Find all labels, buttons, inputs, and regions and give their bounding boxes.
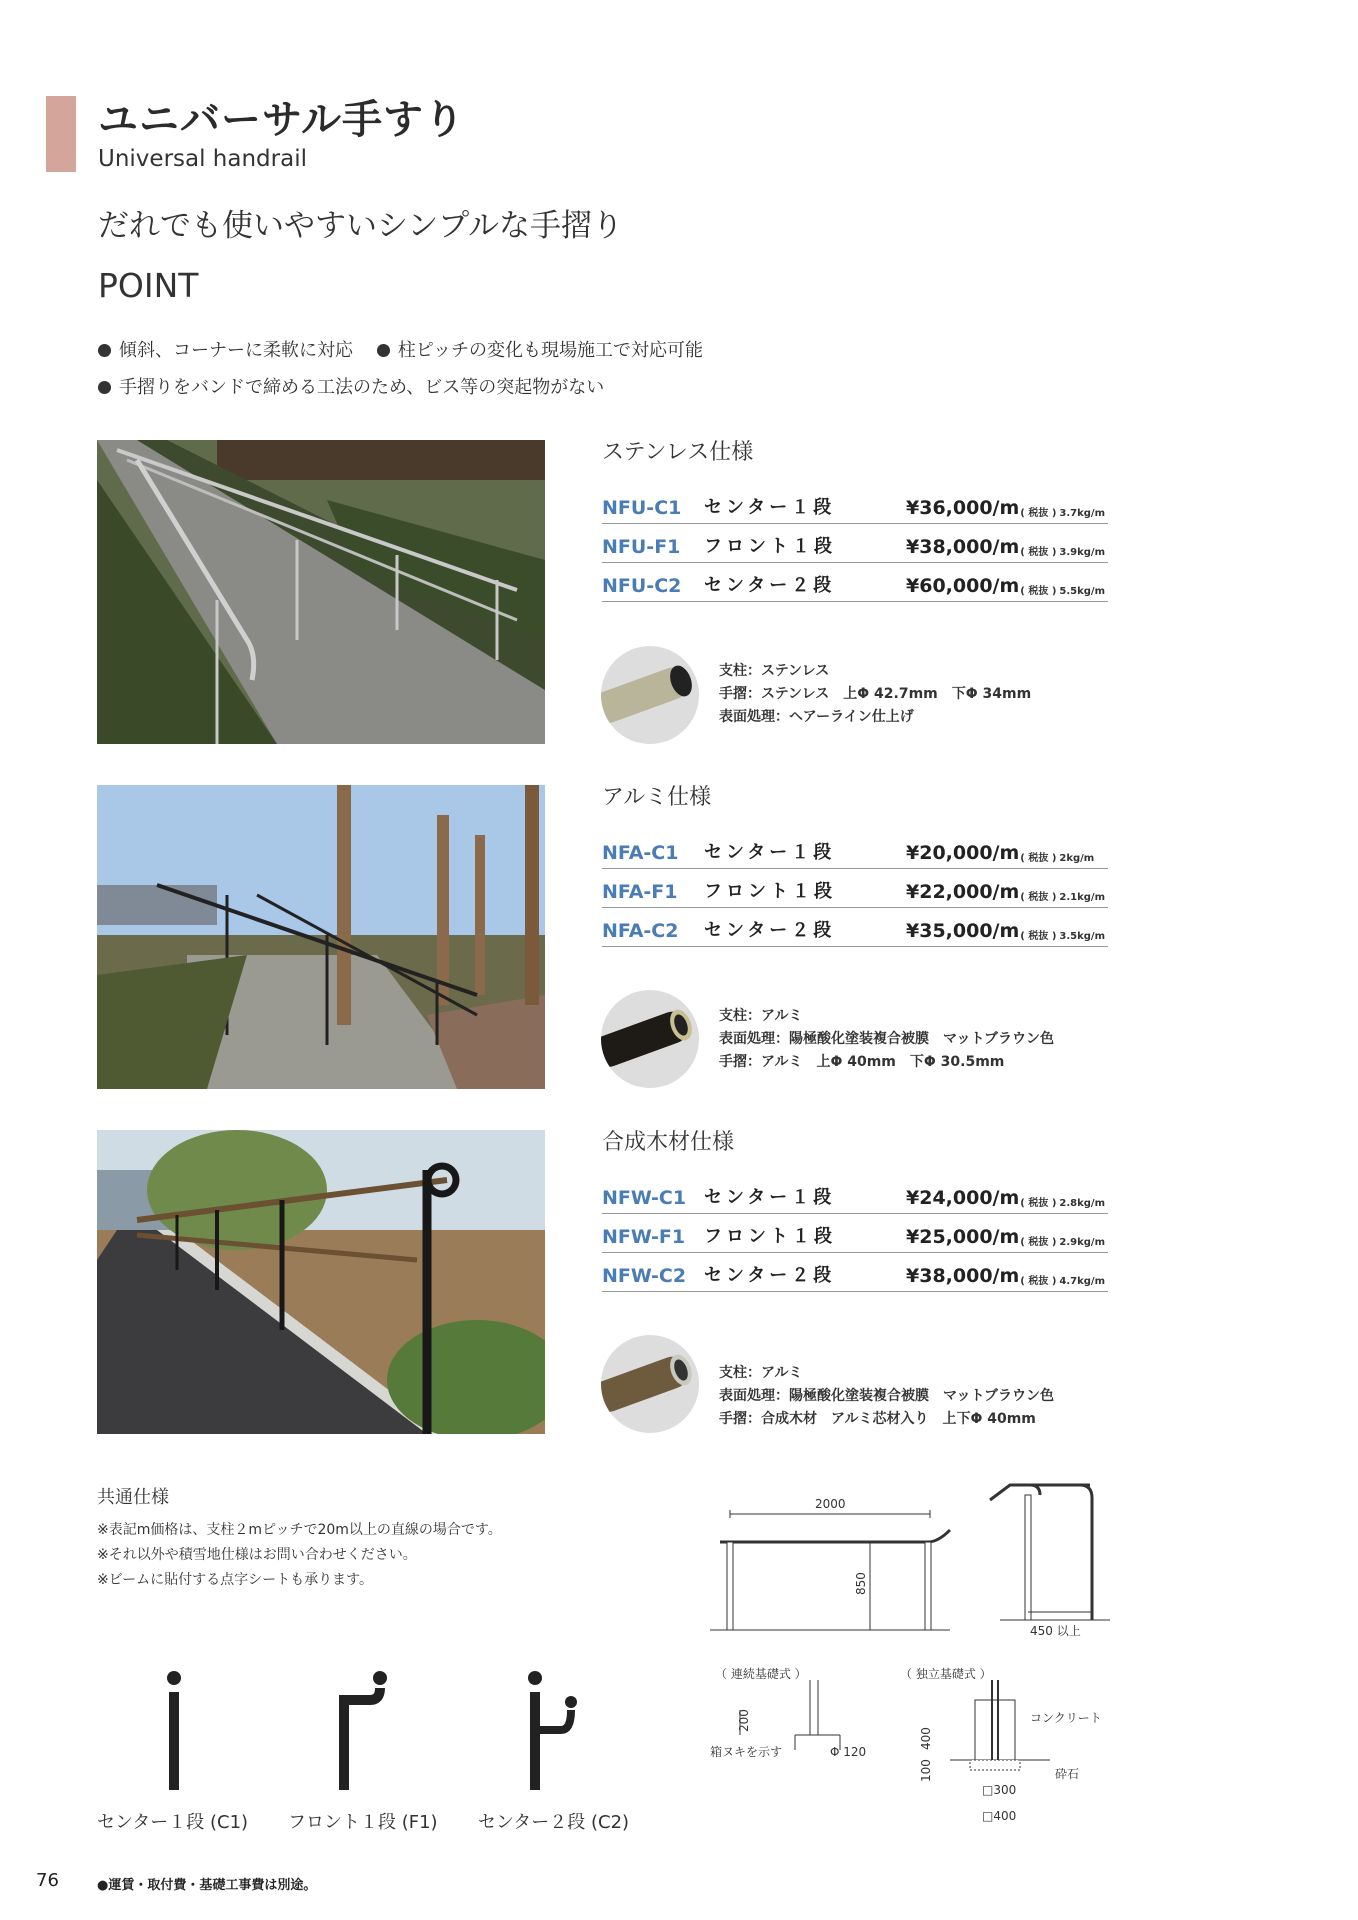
- title-accent-bar: [46, 96, 76, 172]
- price-table-wood: [602, 1175, 1108, 1292]
- page-title: ユニバーサル手すり: [98, 97, 465, 143]
- bullet-item: 傾斜、コーナーに柔軟に対応: [98, 340, 353, 361]
- independent-foundation-label: （ 独立基礎式 ）: [900, 1667, 992, 1681]
- product-type: センター１段: [704, 1187, 836, 1208]
- product-price: ¥60,000/m: [906, 575, 1020, 597]
- product-code: NFW-F1: [602, 1226, 686, 1248]
- product-type: センター２段: [704, 575, 836, 596]
- product-price: ¥24,000/m: [906, 1187, 1020, 1209]
- bullet-dot-icon: [377, 344, 390, 357]
- tax-note: ( 税抜 ): [1020, 1198, 1057, 1209]
- product-type: フロント１段: [704, 1226, 836, 1247]
- tax-note: ( 税抜 ): [1020, 547, 1057, 558]
- product-weight: 2kg/m: [1059, 853, 1095, 864]
- table-row: [602, 1175, 1108, 1214]
- product-weight: 5.5kg/m: [1059, 586, 1105, 597]
- product-type: センター１段: [704, 497, 836, 518]
- table-row: [602, 485, 1108, 524]
- aluminium-pipe-icon: [601, 990, 699, 1088]
- product-weight: 3.5kg/m: [1059, 931, 1105, 942]
- materials-wood: 支柱：アルミ 表面処理：陽極酸化塗装複合被膜 マットブラウン色 手摺：合成木材 アルミ芯材入り 上下Φ 40mm: [719, 1365, 1055, 1427]
- aluminium-handrail-photo: [97, 785, 545, 1089]
- spec-title-stainless: ステンレス仕様: [602, 440, 754, 465]
- tax-note: ( 税抜 ): [1020, 1276, 1057, 1287]
- concrete-label: コンクリート: [1030, 1711, 1102, 1725]
- independent-depth-1: 400: [919, 1727, 933, 1750]
- height-dimension: 850: [854, 1572, 868, 1595]
- table-row: [602, 830, 1108, 869]
- continuous-foundation-label: （ 連続基礎式 ）: [715, 1667, 807, 1681]
- product-type: センター２段: [704, 1265, 836, 1286]
- product-code: NFW-C1: [602, 1187, 687, 1209]
- price-table-stainless: [602, 485, 1108, 602]
- product-weight: 2.1kg/m: [1059, 892, 1105, 903]
- tagline: だれでも使いやすいシンプルな手摺り: [98, 208, 623, 244]
- independent-depth-2: 100: [919, 1759, 933, 1782]
- product-type: センター２段: [704, 920, 836, 941]
- product-type: フロント１段: [704, 881, 836, 902]
- tax-note: ( 税抜 ): [1020, 892, 1057, 903]
- product-weight: 2.9kg/m: [1059, 1237, 1105, 1248]
- product-code: NFU-C2: [602, 575, 682, 597]
- product-weight: 3.7kg/m: [1059, 508, 1105, 519]
- materials-stainless: 支柱：ステンレス 手摺：ステンレス 上Φ 42.7mm 下Φ 34mm 表面処理：ヘアーライン仕上げ: [719, 663, 1032, 725]
- elevation-diagram: [700, 1470, 1120, 1640]
- product-price: ¥25,000/m: [906, 1226, 1020, 1248]
- product-price: ¥38,000/m: [906, 536, 1020, 558]
- product-code: NFA-C1: [602, 842, 679, 864]
- bullet-dot-icon: [98, 344, 111, 357]
- spec-title-wood: 合成木材仕様: [602, 1130, 735, 1155]
- wood-pipe-icon: [601, 1335, 699, 1433]
- independent-size-2: □400: [982, 1809, 1017, 1823]
- page-number: 76: [36, 1870, 59, 1891]
- stainless-handrail-photo: [97, 440, 545, 744]
- type-label-c2: センター２段 (C2): [478, 1812, 630, 1833]
- product-weight: 4.7kg/m: [1059, 1276, 1105, 1287]
- point-heading: POINT: [98, 266, 199, 305]
- product-weight: 3.9kg/m: [1059, 547, 1105, 558]
- synthetic-wood-handrail-photo: [97, 1130, 545, 1434]
- continuous-diameter: Φ 120: [830, 1745, 867, 1759]
- width-dimension: 2000: [815, 1497, 846, 1511]
- type-label-f1: フロント１段 (F1): [288, 1812, 438, 1833]
- depth-dimension: 450 以上: [1030, 1624, 1081, 1638]
- footer-note: ●運賃・取付費・基礎工事費は別途。: [97, 1878, 317, 1893]
- price-table-aluminium: [602, 830, 1108, 947]
- product-price: ¥35,000/m: [906, 920, 1020, 942]
- stainless-pipe-icon: [601, 646, 699, 744]
- materials-aluminium: 支柱：アルミ 表面処理：陽極酸化塗装複合被膜 マットブラウン色 手摺：アルミ 上Φ 40mm 下Φ 30.5mm: [719, 1008, 1055, 1070]
- bullet-item: 手摺りをバンドで締める工法のため、ビス等の突起物がない: [98, 377, 604, 398]
- tax-note: ( 税抜 ): [1020, 586, 1057, 597]
- product-price: ¥22,000/m: [906, 881, 1020, 903]
- bullet-dot-icon: [98, 381, 111, 394]
- product-code: NFA-C2: [602, 920, 679, 942]
- center-2-post-icon: [525, 1670, 585, 1794]
- product-price: ¥20,000/m: [906, 842, 1020, 864]
- table-row: [602, 1253, 1108, 1292]
- continuous-depth: 200: [737, 1709, 751, 1732]
- product-code: NFW-C2: [602, 1265, 687, 1287]
- type-label-c1: センター１段 (C1): [97, 1812, 249, 1833]
- product-code: NFA-F1: [602, 881, 678, 903]
- bullet-item: 柱ピッチの変化も現場施工で対応可能: [377, 340, 703, 361]
- continuous-note: 箱ヌキを示す: [710, 1745, 783, 1759]
- table-row: [602, 524, 1108, 563]
- product-price: ¥36,000/m: [906, 497, 1020, 519]
- tax-note: ( 税抜 ): [1020, 853, 1057, 864]
- table-row: [602, 563, 1108, 602]
- common-spec-notes: ※表記m価格は、支柱２mピッチで20m以上の直線の場合です。 ※それ以外や積雪地仕様はお問い合わせください。 ※ビームに貼付する点字シートも承ります。: [97, 1522, 502, 1588]
- product-code: NFU-F1: [602, 536, 681, 558]
- product-type: センター１段: [704, 842, 836, 863]
- tax-note: ( 税抜 ): [1020, 1237, 1057, 1248]
- gravel-label: 砕石: [1055, 1767, 1080, 1781]
- front-1-post-icon: [330, 1670, 390, 1794]
- tax-note: ( 税抜 ): [1020, 931, 1057, 942]
- table-row: [602, 908, 1108, 947]
- product-weight: 2.8kg/m: [1059, 1198, 1105, 1209]
- product-type: フロント１段: [704, 536, 836, 557]
- point-bullets: [98, 332, 721, 406]
- common-spec-title: 共通仕様: [97, 1487, 169, 1508]
- independent-size-1: □300: [982, 1783, 1017, 1797]
- foundation-diagram: [700, 1660, 1120, 1840]
- tax-note: ( 税抜 ): [1020, 508, 1057, 519]
- spec-title-aluminium: アルミ仕様: [602, 785, 712, 810]
- product-code: NFU-C1: [602, 497, 682, 519]
- center-1-post-icon: [160, 1670, 190, 1794]
- page-subtitle: Universal handrail: [98, 146, 307, 172]
- table-row: [602, 1214, 1108, 1253]
- table-row: [602, 869, 1108, 908]
- product-price: ¥38,000/m: [906, 1265, 1020, 1287]
